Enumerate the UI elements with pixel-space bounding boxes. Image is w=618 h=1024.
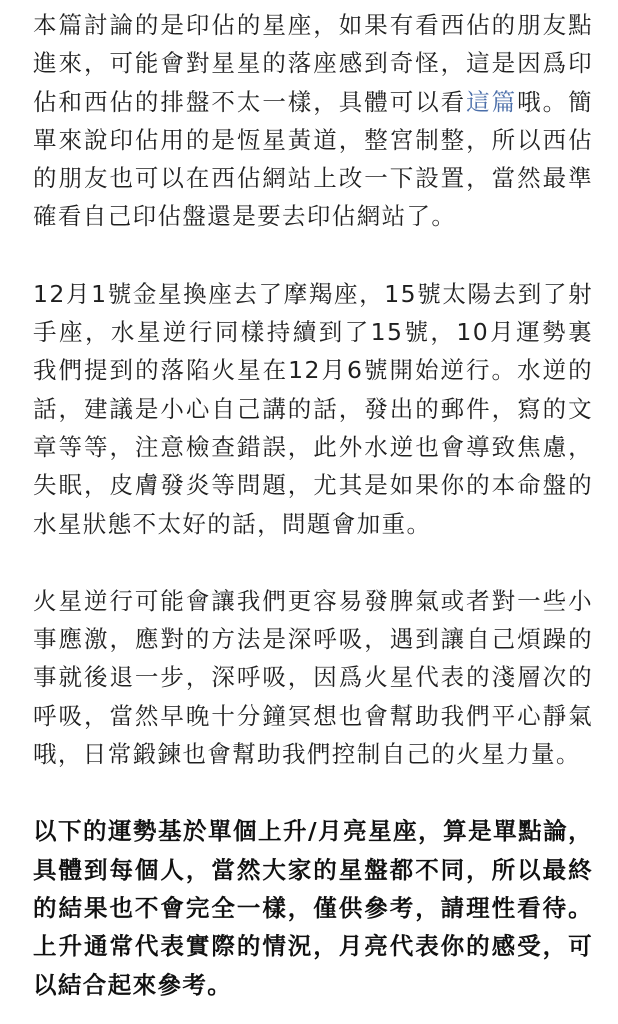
paragraph-disclaimer: 以下的運勢基於單個上升/月亮星座，算是單點論，具體到每個人，當然大家的星盤都不同，所以最終的結果也不會完全一樣，僅供參考，請理性看待。上升通常代表實際的情況，月亮代表你的感受，可以結合起來參考。 [33,817,593,999]
this-article-link[interactable]: 這篇 [466,87,518,116]
paragraph-intro [33,6,593,236]
article-body [33,6,593,1004]
paragraph-intro-text-before-link: 本篇討論的是印佔的星座，如果有看西佔的朋友點進來，可能會對星星的落座感到奇怪，這是因爲印佔和西佔的排盤不太一樣，具體可以看 [33,11,593,116]
paragraph-mars-retrograde: 火星逆行可能會讓我們更容易發脾氣或者對一些小事應激，應對的方法是深呼吸，遇到讓自己煩躁的事就後退一步，深呼吸，因爲火星代表的淺層次的呼吸，當然早晚十分鐘冥想也會幫助我們平心靜氣哦，日常鍛鍊也會幫助我們控制自己的火星力量。 [33,586,593,769]
paragraph-intro-text-after-link: 哦。簡單來說印佔用的是恆星黃道，整宮制整，所以西佔的朋友也可以在西佔網站上改一下設置，當然最準確看自己印佔盤還是要去印佔網站了。 [33,87,593,231]
paragraph-planet-transits: 12月1號金星換座去了摩羯座，15號太陽去到了射手座，水星逆行同樣持續到了15號，10月運勢裏我們提到的落陷火星在12月6號開始逆行。水逆的話，建議是小心自己講的話，發出的郵件，寫的文章等等，注意檢查錯誤，此外水逆也會導致焦慮，失眠，皮膚發炎等問題，尤其是如果你的本命盤的水星狀態不太好的話，問題會加重。 [33,279,593,538]
